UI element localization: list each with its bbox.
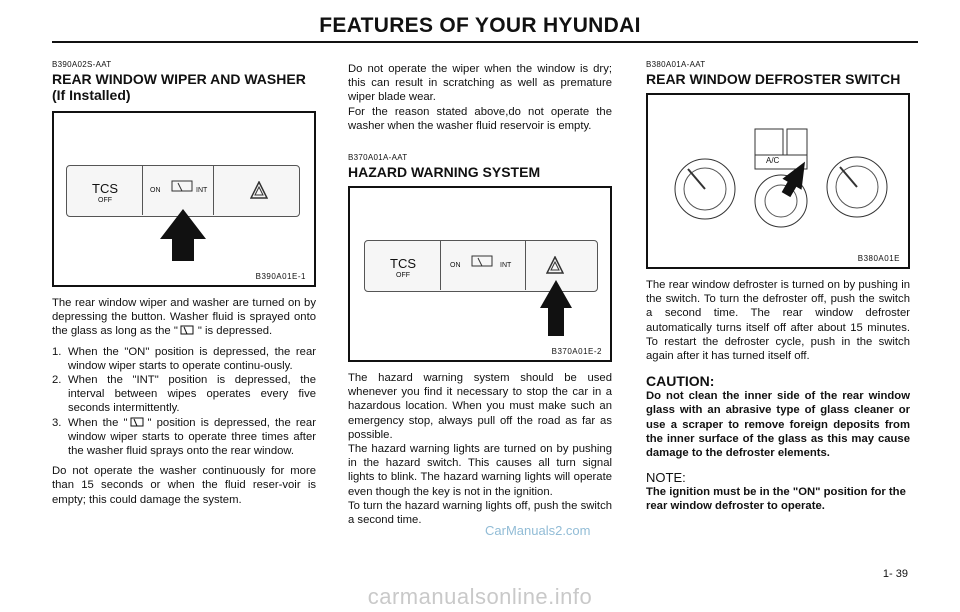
section-code: B380A01A-AAT [646,60,706,69]
note-heading: NOTE: [646,470,686,486]
paragraph: The hazard warning system should be used whenever you find it necessary to stop the car in a hazardous location. When you must make such an emergency stop, always pull off the road as far as possible. [348,372,612,441]
paragraph: The rear window defroster is turned on by pushing in the switch. To turn the defroster off, push the switch a second time. The rear window defroster automatically turns itself off after about 15 minutes. To restart the defroster cycle, push in the switch again after it has turned itself off. [646,279,910,363]
int-label: INT [500,262,512,270]
operation-list [52,345,316,459]
column-defroster [646,60,910,514]
washer-icon [178,324,198,336]
list-item: 2. When the "INT" position is depressed, the interval between wipes operates every five seconds intermittently. [52,374,316,415]
header-rule [52,41,918,43]
tcs-off-label: OFF [396,272,410,280]
int-label: INT [196,187,208,194]
figure-defroster-switch [646,93,910,269]
wiper-icon [170,177,194,197]
paragraph: To turn the hazard warning lights off, push the switch a second time. [348,499,612,527]
paragraph: Do not operate the wiper when the window is dry; this can result in scratching as well as premature wiper blade wear. [348,63,612,104]
section-heading: REAR WINDOW WIPER AND WASHER [52,71,306,87]
pointer-arrow-icon [160,209,206,261]
section-code: B370A01A-AAT [348,153,408,163]
on-label: ON [450,262,461,270]
note-body: The ignition must be in the "ON" position for the rear window defroster to operate. [646,486,906,513]
section-code: B390A02S-AAT [52,60,112,69]
hazard-icon [250,181,268,199]
page-header-title: FEATURES OF YOUR HYUNDAI [319,14,641,37]
caution-heading: CAUTION: [646,373,715,390]
figure-rear-wiper-switch [52,111,316,287]
list-item: 1. When the "ON" position is depressed, the rear window wiper starts to operate continu-ously. [52,345,316,372]
section-heading: HAZARD WARNING SYSTEM [348,164,541,181]
paragraph: The hazard warning lights are turned on by pushing in the hazard switch. This causes all turn signal lights to blink. The hazard warning lights will operate even though the key is not in the ignition. [348,443,612,498]
wiper-icon [470,252,494,272]
caution-body: Do not clean the inner side of the rear window glass with an abrasive type of glass cleaner or use a scraper to remove foreign deposits from the inner surface of the glass as this may cause damage to the defroster elements. [646,390,910,460]
section-subheading: (If Installed) [52,87,131,103]
tcs-off-label: OFF [98,197,112,204]
climate-control-illustration [650,99,910,249]
on-label: ON [150,187,161,194]
tcs-label: TCS [92,181,118,196]
figure-label: B370A01E-2 [551,347,602,357]
paragraph: Do not operate the washer continuously for more than 15 seconds or when the fluid reser-voir is empty; this could damage the system. [52,465,316,506]
footer-watermark: carmanualsonline.info [367,584,593,609]
figure-label: B380A01E [857,254,900,263]
figure-hazard-switch [348,186,612,362]
washer-icon [128,416,148,428]
column-hazard [348,62,612,527]
paragraph: For the reason stated above,do not operate the washer when the washer fluid reservoir is empty. [348,105,612,132]
tcs-label: TCS [390,256,416,272]
figure-label: B390A01E-1 [255,272,306,281]
pointer-arrow-icon [540,280,572,336]
list-item: 3. When the " " position is depressed, the rear window wiper starts to operate three times after the washer fluid sprays onto the rear window. [52,416,316,458]
section-heading: REAR WINDOW DEFROSTER SWITCH [646,71,901,87]
page-number: 1- 39 [882,568,908,580]
watermark-link[interactable]: CarManuals2.com [485,523,591,538]
column-rear-wiper [52,60,316,507]
hazard-icon [546,256,564,274]
ac-label: A/C [766,156,780,165]
paragraph: The rear window wiper and washer are turned on by depressing the button. Washer fluid is sprayed onto the glass as long as the " " is depressed. [52,297,316,338]
